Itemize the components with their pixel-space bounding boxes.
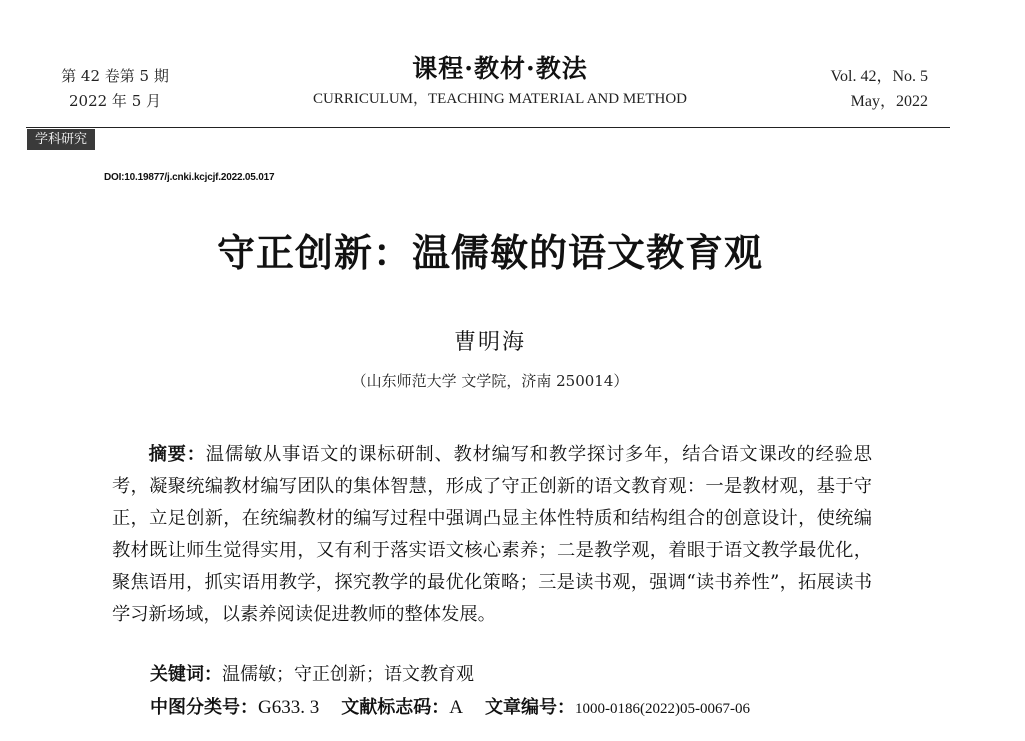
article-no-value: 1000-0186(2022)05-0067-06 <box>574 701 750 717</box>
volume-cn: 第 42 卷第 5 期 <box>61 67 169 85</box>
section-tag: 学科研究 <box>27 129 95 150</box>
clc-value: G633. 3 <box>258 697 320 718</box>
clc-label: 中图分类号： <box>150 697 258 718</box>
journal-title-cn: 课程·教材·教法 <box>412 54 588 83</box>
abstract <box>112 439 872 631</box>
abstract-text: 温儒敏从事语文的课标研制、教材编写和教学探讨多年，结合语文课改的经验思考，凝聚统编教材编写团队的集体智慧，形成了守正创新的语文教育观：一是教材观，基于守正，立足创新，在统编教材的编写过程中强调凸显主体性特质和结构组合的创意设计，使统编教材既让师生觉得实用，又有利于落实语文核心素养；二是教学观，着眼于语文教学最优化，聚焦语用，抓实语用教学，探究教学的最优化策略；三是读书观，强调“读书养性”，拓展读书学习新场域，以素养阅读促进教师的整体发展。 <box>112 444 873 625</box>
author-name: 曹明海 <box>453 330 526 355</box>
article-no-label: 文章编号： <box>484 697 575 718</box>
article-title: 守正创新：温儒敏的语文教育观 <box>216 231 763 275</box>
volume-en: Vol. 42，No. 5 <box>830 68 928 85</box>
issue-info-en <box>831 64 929 114</box>
keywords <box>150 662 474 688</box>
doc-code-label: 文献标志码： <box>341 697 450 718</box>
journal-masthead <box>250 52 750 110</box>
journal-title-en: CURRICULUM，TEACHING MATERIAL AND METHOD <box>312 91 688 107</box>
doc-code-value: A <box>449 697 463 718</box>
header-rule <box>26 127 950 128</box>
abstract-label: 摘要： <box>148 444 206 465</box>
keywords-text: 温儒敏；守正创新；语文教育观 <box>222 664 474 685</box>
keywords-label: 关键词： <box>150 664 222 685</box>
date-en: May，2022 <box>850 93 928 110</box>
classification-line <box>150 695 750 722</box>
issue-info-cn <box>50 64 180 114</box>
doi[interactable]: DOI:10.19877/j.cnki.kcjcjf.2022.05.017 <box>104 172 275 183</box>
date-cn: 2022 年 5 月 <box>68 92 162 110</box>
author-affiliation: （山东师范大学 文学院，济南 250014） <box>351 372 629 390</box>
